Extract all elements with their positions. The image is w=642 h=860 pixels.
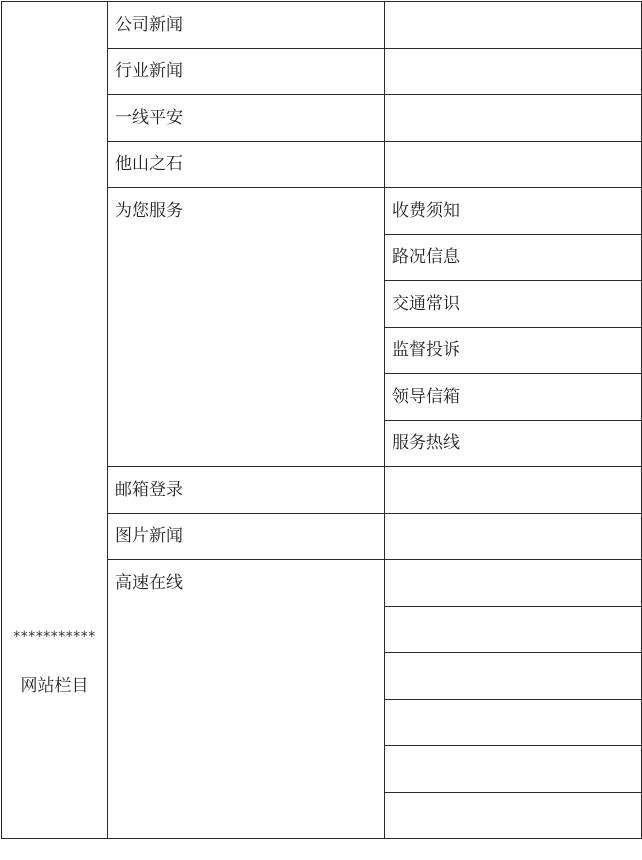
site-columns-table — [1, 1, 642, 839]
section-photo-news: 图片新闻 — [108, 513, 385, 560]
empty-cell — [385, 141, 642, 188]
section-frontline-safety: 一线平安 — [108, 95, 385, 142]
service-item-complaint: 监督投诉 — [385, 327, 642, 374]
section-highway-online: 高速在线 — [108, 560, 385, 839]
empty-cell — [385, 48, 642, 95]
empty-cell — [385, 560, 642, 607]
empty-cell — [385, 746, 642, 793]
empty-cell — [385, 653, 642, 700]
empty-cell — [385, 606, 642, 653]
empty-cell — [385, 95, 642, 142]
empty-cell — [385, 2, 642, 49]
service-item-leader-mailbox: 领导信箱 — [385, 374, 642, 421]
service-item-toll-notice: 收费须知 — [385, 188, 642, 235]
section-service: 为您服务 — [108, 188, 385, 467]
table-row — [2, 2, 642, 49]
root-column-cell — [2, 2, 108, 839]
root-stars: *********** — [13, 629, 96, 645]
service-item-road-info: 路况信息 — [385, 234, 642, 281]
service-item-traffic-tips: 交通常识 — [385, 281, 642, 328]
root-title: 网站栏目 — [20, 676, 89, 696]
section-other-stones: 他山之石 — [108, 141, 385, 188]
section-industry-news: 行业新闻 — [108, 48, 385, 95]
empty-cell — [385, 699, 642, 746]
root-label-group — [2, 629, 107, 696]
section-company-news: 公司新闻 — [108, 2, 385, 49]
service-item-hotline: 服务热线 — [385, 420, 642, 467]
section-mail-login: 邮箱登录 — [108, 467, 385, 514]
empty-cell — [385, 513, 642, 560]
empty-cell — [385, 792, 642, 839]
empty-cell — [385, 467, 642, 514]
